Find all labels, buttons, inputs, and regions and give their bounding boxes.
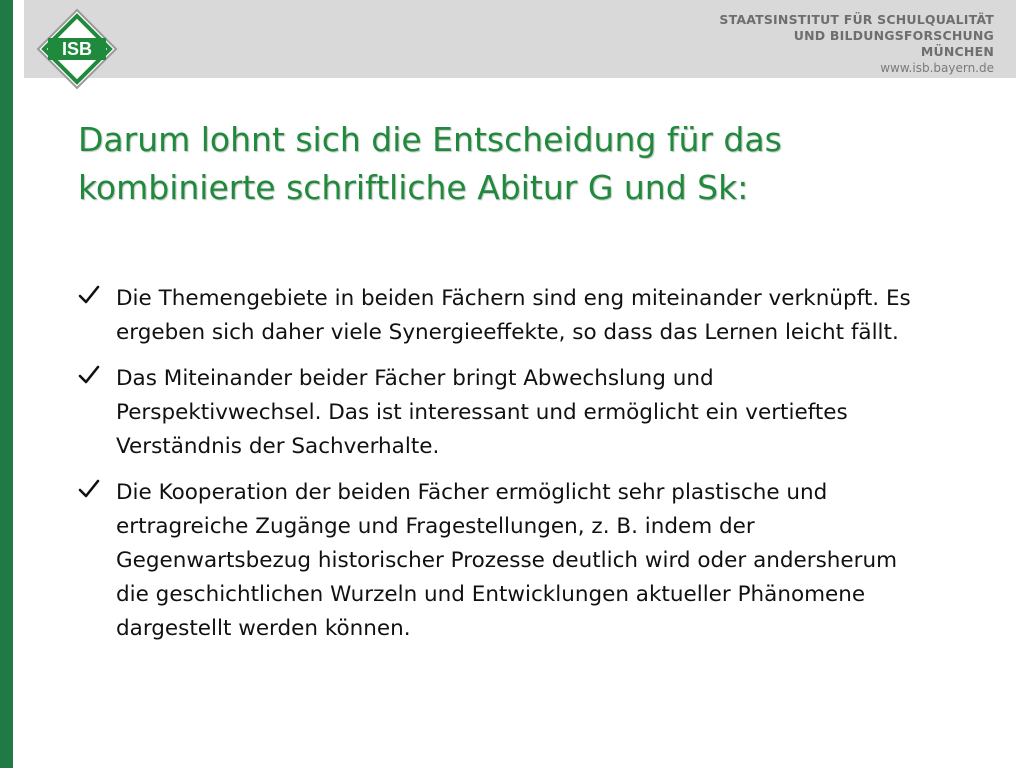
bullet-line: Das Miteinander beider Fächer bringt Abwechslung und [116, 366, 714, 391]
institute-line: UND BILDUNGSFORSCHUNG [793, 28, 994, 43]
bullet-line: Die Kooperation der beiden Fächer ermöglicht sehr plastische und [116, 480, 828, 505]
check-icon [78, 284, 100, 306]
bullet-line: ergeben sich daher viele Synergieeffekte, so dass das Lernen leicht fällt. [116, 320, 899, 345]
check-icon [78, 478, 100, 500]
institute-block [719, 12, 994, 76]
slide-title [78, 116, 958, 212]
bullet-line: Die Themengebiete in beiden Fächern sind eng miteinander verknüpft. Es [116, 286, 911, 311]
left-accent-bar [0, 0, 13, 768]
institute-line: STAATSINSTITUT FÜR SCHULQUALITÄT [719, 12, 994, 27]
bullet-item [78, 476, 978, 646]
bullet-line: Verständnis der Sachverhalte. [116, 434, 440, 459]
title-line: kombinierte schriftliche Abitur G und Sk: [78, 168, 749, 207]
isb-logo [36, 8, 118, 90]
bullet-line: ertragreiche Zugänge und Fragestellungen, z. B. indem der [116, 514, 755, 539]
bullet-list [78, 282, 978, 658]
bullet-line: die geschichtlichen Wurzeln und Entwicklungen aktueller Phänomene [116, 582, 866, 607]
bullet-line: Gegenwartsbezug historischer Prozesse deutlich wird oder andersherum [116, 548, 898, 573]
check-icon [78, 364, 100, 386]
institute-url: www.isb.bayern.de [880, 61, 994, 75]
bullet-item [78, 282, 978, 350]
bullet-line: Perspektivwechsel. Das ist interessant und ermöglicht ein vertieftes [116, 400, 848, 425]
title-line: Darum lohnt sich die Entscheidung für das [78, 120, 782, 159]
bullet-line: dargestellt werden können. [116, 616, 411, 641]
bullet-item [78, 362, 978, 464]
institute-line: MÜNCHEN [920, 44, 994, 59]
logo-text: ISB [61, 39, 93, 59]
